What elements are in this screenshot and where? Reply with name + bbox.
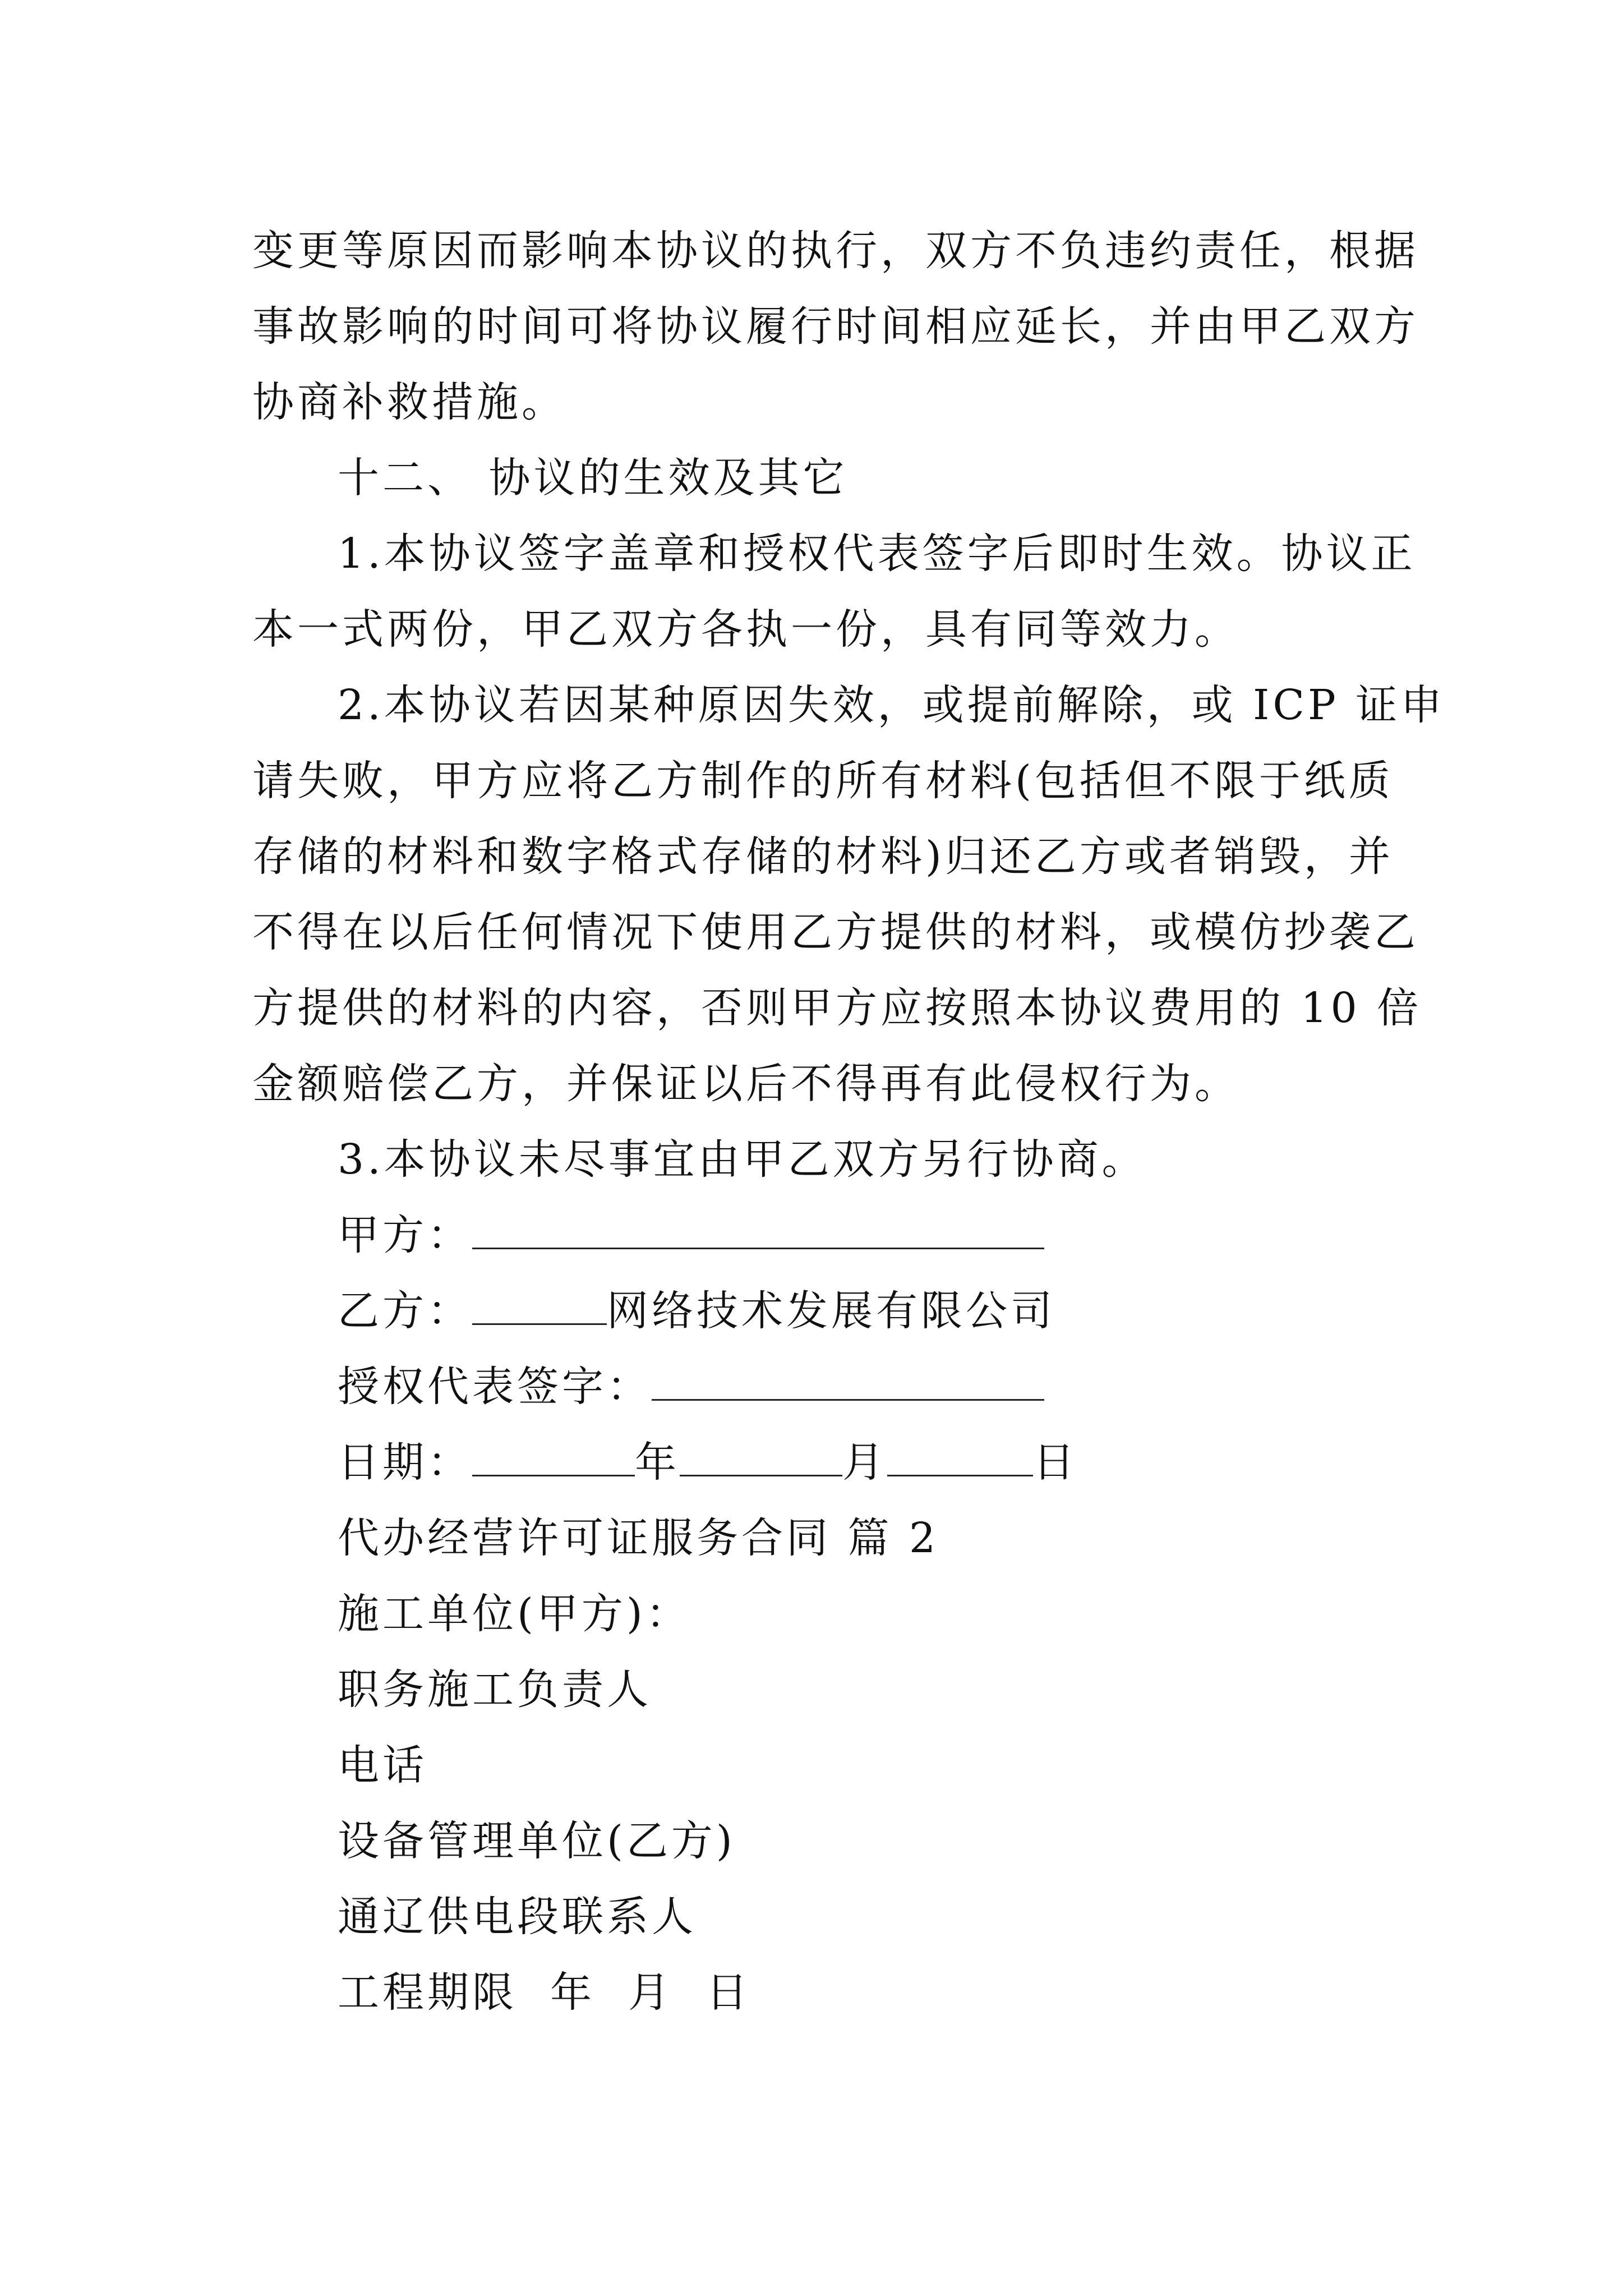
text-line: 变更等原因而影响本协议的执行，双方不负违约责任，根据 bbox=[252, 227, 1419, 275]
party-b-label: 乙方： bbox=[338, 1287, 472, 1335]
party-b-company-name: 网络技术发展有限公司 bbox=[607, 1287, 1055, 1335]
part-2-title: 代办经营许可证服务合同 篇 2 bbox=[338, 1514, 939, 1562]
party-b-line bbox=[252, 1273, 1385, 1349]
rep-signature-line bbox=[252, 1349, 1385, 1425]
party-a-label: 甲方： bbox=[338, 1211, 472, 1259]
year-label: 年 bbox=[635, 1438, 680, 1487]
day-label: 日 bbox=[1033, 1438, 1078, 1487]
text-line: 3.本协议未尽事宜由甲乙双方另行协商。 bbox=[338, 1135, 1147, 1184]
text-line: 事故影响的时间可将协议履行时间相应延长，并由甲乙双方 bbox=[252, 302, 1419, 351]
position-line: 职务施工负责人 bbox=[338, 1665, 652, 1714]
text-line: 协商补救措施。 bbox=[252, 378, 566, 426]
party-a-blank[interactable] bbox=[472, 1208, 1044, 1249]
clause-2 bbox=[252, 668, 1446, 1122]
month-blank[interactable] bbox=[680, 1435, 842, 1476]
date-label: 日期： bbox=[338, 1438, 472, 1487]
contact-line: 通辽供电段联系人 bbox=[338, 1893, 697, 1941]
text-line: 金额赔偿乙方，并保证以后不得再有此侵权行为。 bbox=[252, 1060, 1239, 1108]
text-line: 本一式两份，甲乙双方各执一份，具有同等效力。 bbox=[252, 605, 1239, 654]
clause-1 bbox=[252, 516, 1416, 668]
text-line: 方提供的材料的内容，否则甲方应按照本协议费用的 10 倍 bbox=[252, 984, 1422, 1032]
text-line: 存储的材料和数字格式存储的材料)归还乙方或者销毁，并 bbox=[252, 832, 1394, 881]
period-line: 工程期限 年 月 日 bbox=[338, 1968, 751, 2017]
phone-line: 电话 bbox=[338, 1741, 427, 1789]
party-a-line bbox=[252, 1198, 1385, 1273]
text-line: 2.本协议若因某种原因失效，或提前解除，或 ICP 证申 bbox=[338, 681, 1446, 729]
text-line: 1.本协议签字盖章和授权代表签字后即时生效。协议正 bbox=[338, 530, 1416, 578]
section-heading-text: 十二、 协议的生效及其它 bbox=[338, 454, 848, 502]
clause-3 bbox=[252, 1122, 1385, 1198]
signature-block bbox=[252, 1198, 1385, 1501]
rep-signature-label: 授权代表签字： bbox=[338, 1363, 652, 1411]
equipment-unit-line: 设备管理单位(乙方) bbox=[338, 1817, 736, 1865]
text-line: 不得在以后任何情况下使用乙方提供的材料，或模仿抄袭乙 bbox=[252, 908, 1419, 956]
party-b-blank[interactable] bbox=[472, 1284, 607, 1325]
text-line: 请失败，甲方应将乙方制作的所有材料(包括但不限于纸质 bbox=[252, 757, 1394, 805]
day-blank[interactable] bbox=[887, 1435, 1033, 1476]
document-body bbox=[252, 213, 1446, 2031]
force-majeure-paragraph bbox=[252, 213, 1419, 440]
month-label: 月 bbox=[842, 1438, 887, 1487]
date-line bbox=[252, 1425, 1385, 1501]
section-heading bbox=[252, 440, 1385, 516]
year-blank[interactable] bbox=[472, 1435, 635, 1476]
rep-signature-blank[interactable] bbox=[652, 1360, 1044, 1401]
construction-unit-line: 施工单位(甲方)： bbox=[338, 1590, 691, 1638]
part-2-section bbox=[252, 1501, 1385, 2031]
